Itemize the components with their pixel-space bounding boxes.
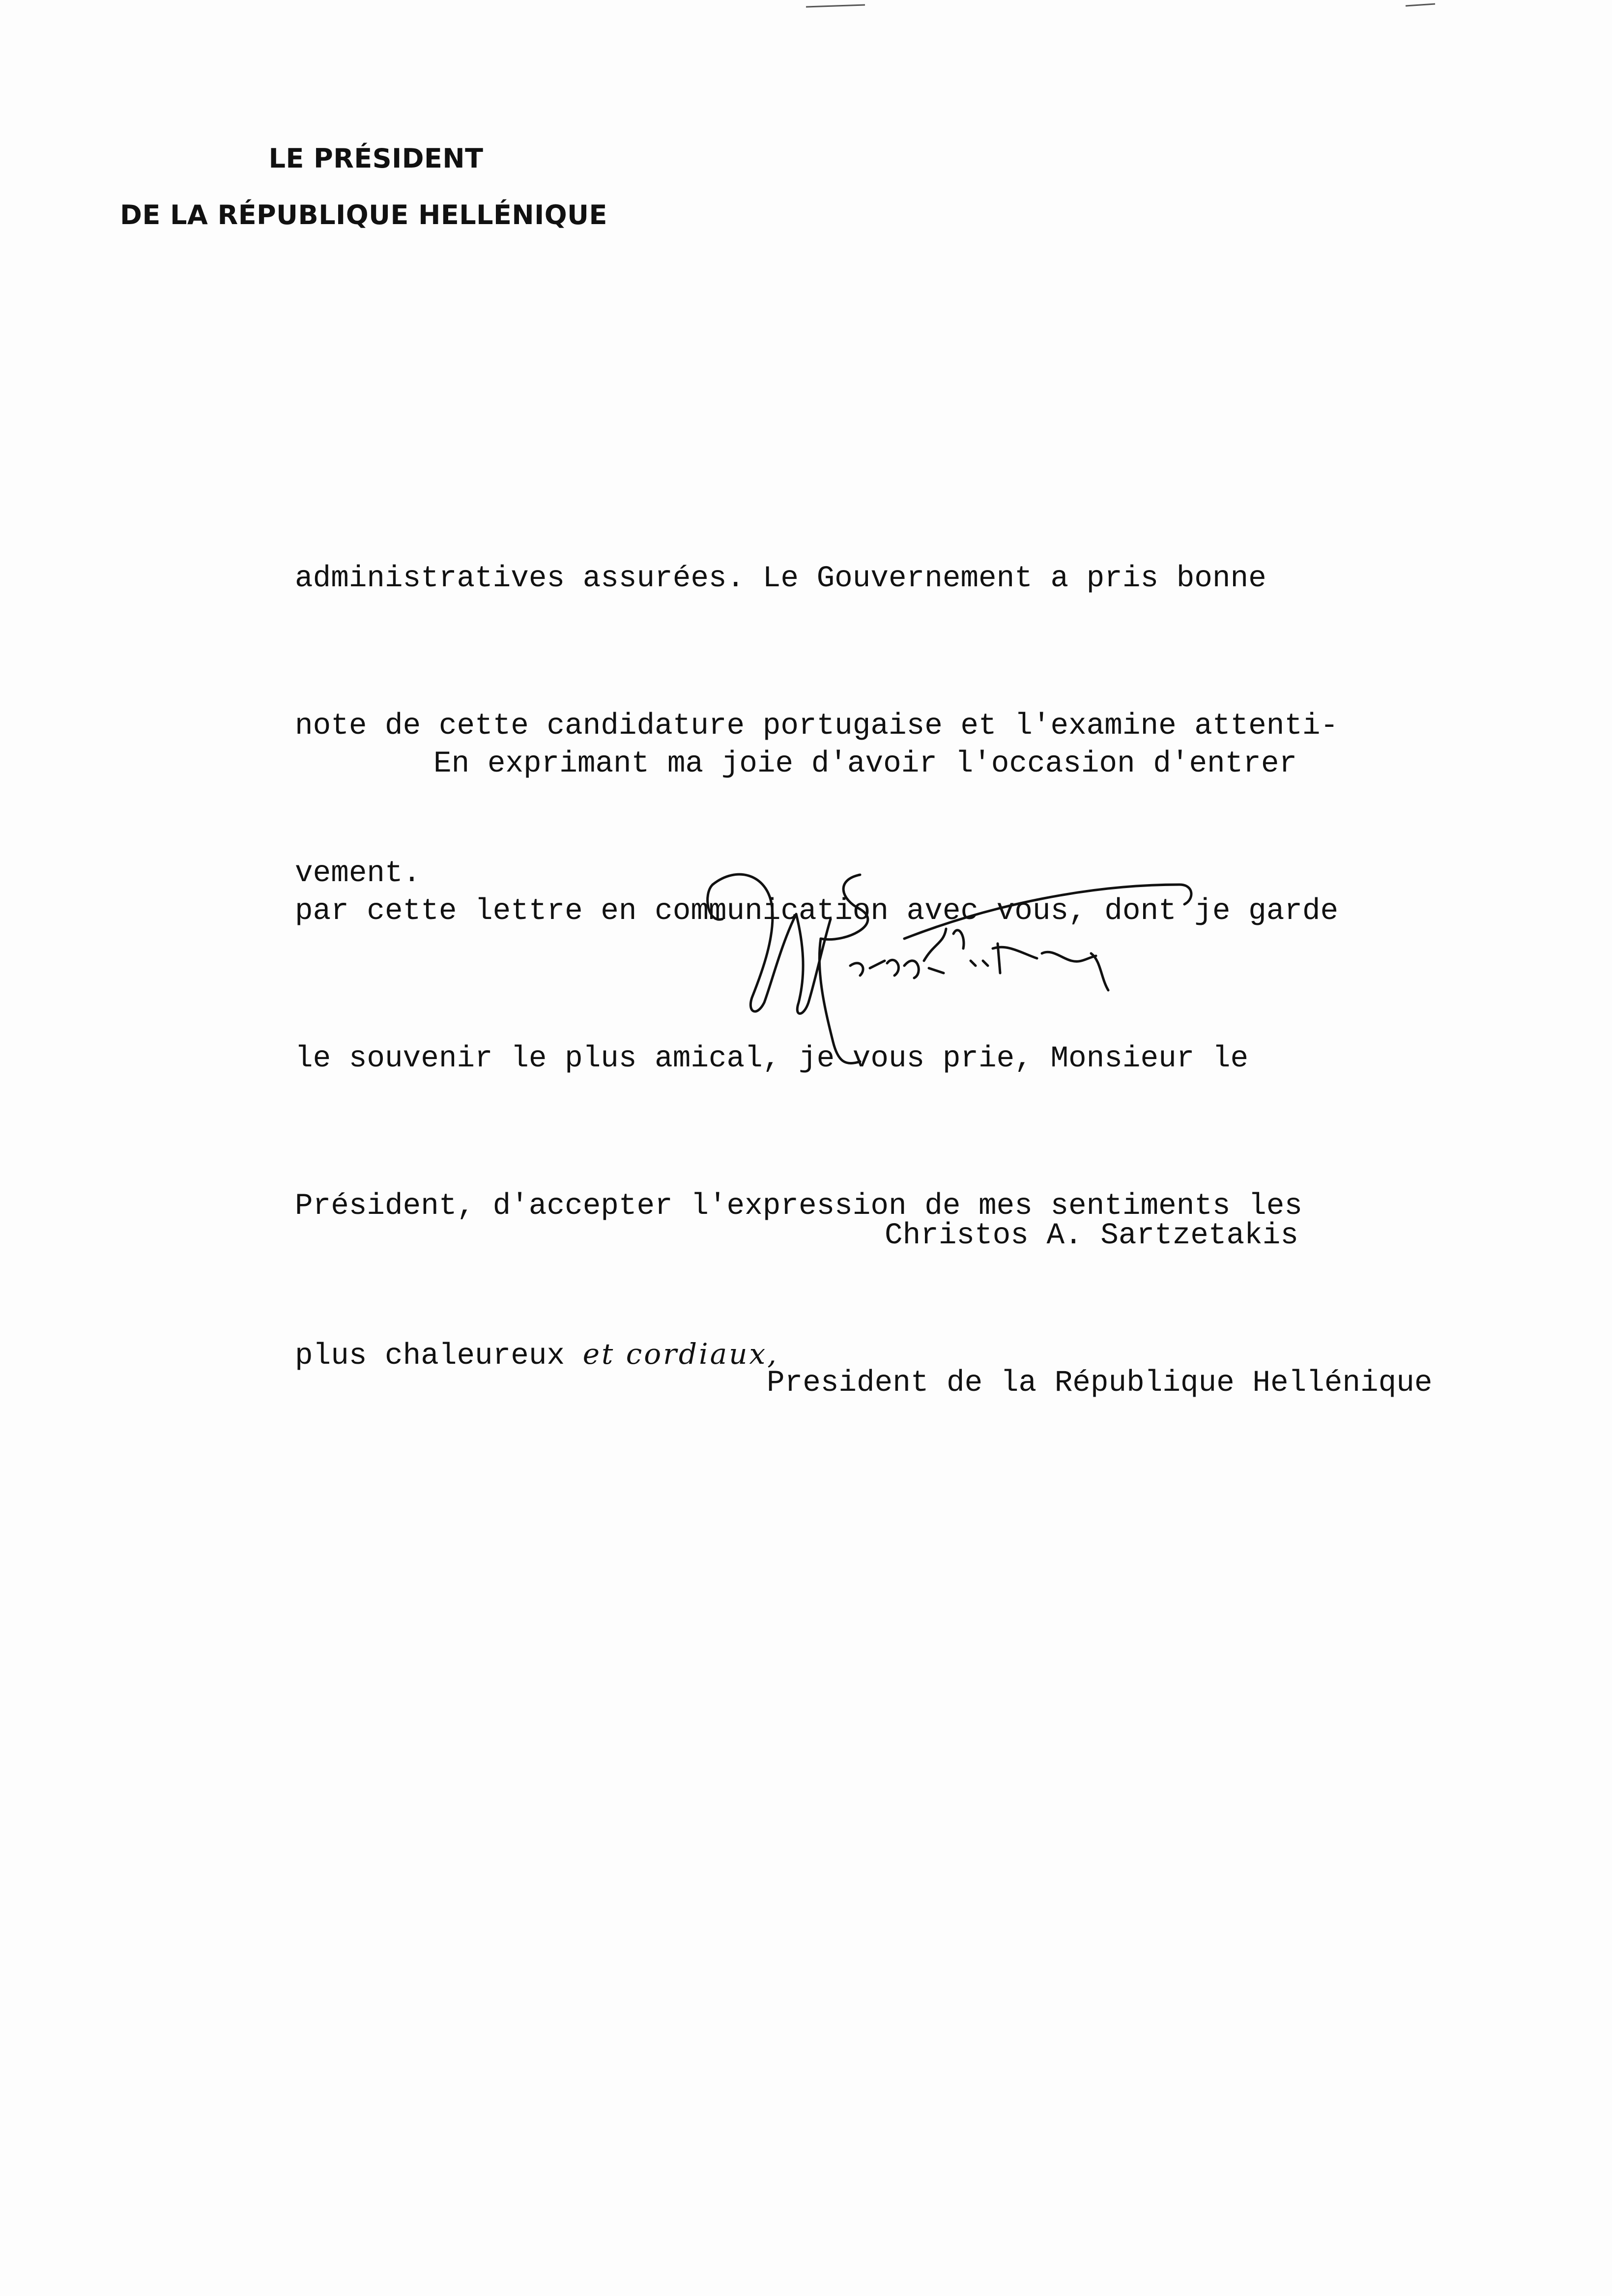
paragraph-2-line: En exprimant ma joie d'avoir l'occasion d'entrer — [433, 747, 1297, 781]
closing-phrase: plus chaleureux — [295, 1339, 565, 1373]
handwritten-signature — [698, 855, 1229, 1091]
paragraph-2-line: le souvenir le plus amical, je vous prie, Monsieur le — [295, 1042, 1249, 1076]
letterhead-line-1: LE PRÉSIDENT — [268, 143, 484, 174]
paragraph-1-line: vement. — [295, 857, 421, 890]
signer-block — [767, 1113, 1553, 1506]
signer-name: Christos A. Sartzetakis — [885, 1219, 1298, 1253]
handwritten-comma: , — [767, 1337, 778, 1371]
handwritten-addition: et cordiaux — [582, 1337, 768, 1371]
paragraph-1-line: note de cette candidature portugaise et l'examine attenti- — [295, 709, 1339, 743]
letterhead-line-2: DE LA RÉPUBLIQUE HELLÉNIQUE — [120, 200, 607, 230]
paragraph-1-line: administratives assurées. Le Gouvernement a pris bonne — [295, 562, 1267, 596]
paragraph-2-line: Président, d'accepter l'expression de mes sentiments les — [295, 1189, 1302, 1223]
letterhead — [118, 130, 609, 243]
paragraph-2-line: par cette lettre en communication avec vous, dont je garde — [295, 894, 1339, 928]
signer-title: President de la République Hellénique — [767, 1366, 1433, 1400]
scan-edge-marks — [0, 0, 1612, 15]
